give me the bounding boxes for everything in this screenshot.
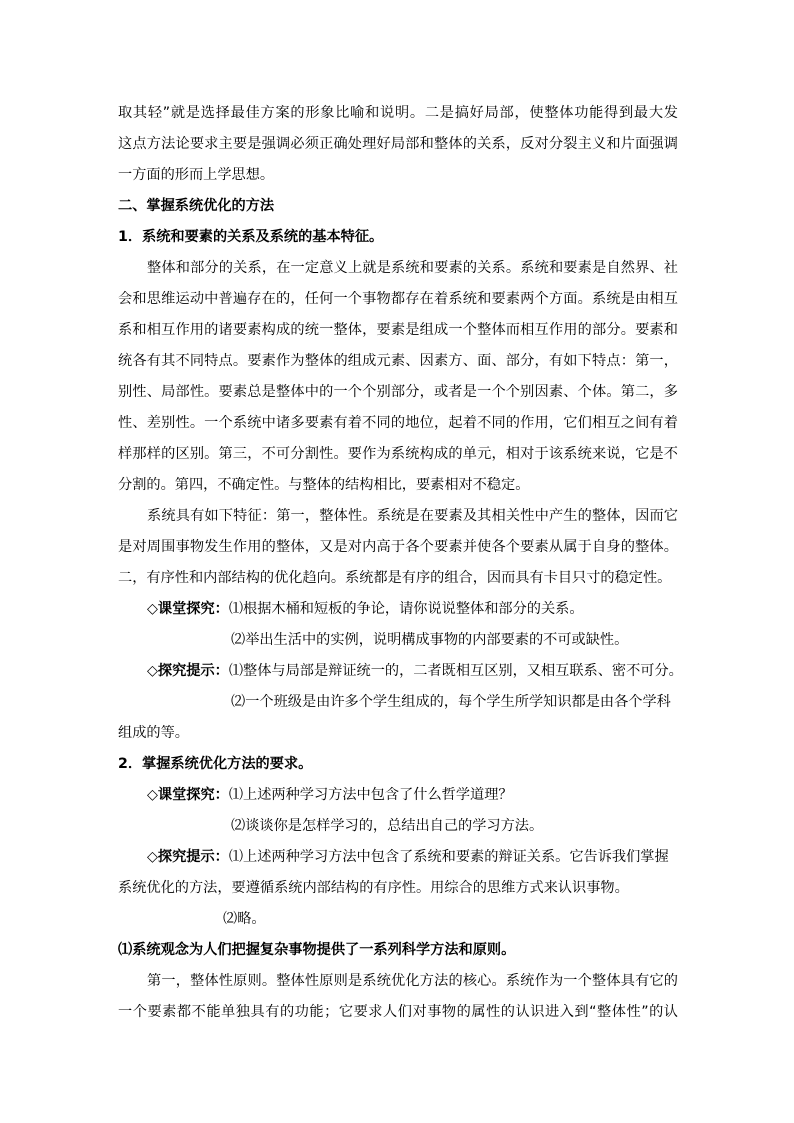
- inquiry-item: ⑵举出生活中的实例，说明構成事物的内部要素的不可或缺性。: [231, 632, 629, 648]
- subsection-heading: 1．系统和要素的关系及系统的基本特征。: [118, 229, 384, 245]
- section-heading: 二、掌握系统优化的方法: [118, 198, 275, 214]
- inquiry-label: ◇课堂探究：: [147, 601, 229, 617]
- inquiry-hint-2: [118, 842, 678, 873]
- inquiry-label: ◇课堂探究：: [147, 787, 229, 803]
- paragraph-line: 一方面的形而上学思想。: [118, 167, 275, 183]
- document-page: [118, 98, 683, 1028]
- inquiry-item: ⑴根据木桶和短板的争论，请你说说整体和部分的关系。: [228, 601, 584, 617]
- hint-item-continuation: 组成的等。: [118, 725, 189, 741]
- paragraph-line: 是对周围事物发生作用的整体，又是对内高于各个要素并使各个要素从属于自身的整体。: [118, 539, 678, 555]
- hint-item: ⑴上述两种学习方法中包含了系统和要素的辩证关系。它告诉我们掌握: [228, 849, 669, 865]
- hint-label: ◇探究提示：: [147, 663, 229, 679]
- paragraph-line: 二，有序性和内部结构的优化趋向。系统都是有序的组合，因而具有卡目只寸的稳定性。: [118, 570, 672, 586]
- hint-item: ⑴整体与局部是辩证统一的，二者既相互区别，又相互联系、密不可分。: [228, 663, 683, 679]
- subsection-heading: 2．掌握系统优化方法的要求。: [118, 756, 313, 772]
- paragraph-line: 第一，整体性原则。整体性原则是系统优化方法的核心。系统作为一个整体具有它的: [147, 973, 678, 989]
- classroom-inquiry-1: [118, 594, 678, 625]
- classroom-inquiry-2: [118, 780, 678, 811]
- hint-item-continuation: 系统优化的方法，要遵循系统内部结构的有序性。用综合的思维方式来认识事物。: [118, 880, 629, 896]
- hint-item: ⑵一个班级是由许多个学生组成的，每个学生所学知识都是由各个学科: [231, 694, 671, 710]
- paragraph-line: 取其轻”就是选择最佳方案的形象比喻和说明。二是搞好局部，使整体功能得到最大发: [118, 105, 678, 121]
- paragraph-line: 会和思维运动中普遍存在的，任何一个事物都存在着系统和要素两个方面。系统是由相互: [118, 291, 678, 307]
- paragraph-line: 一个要素都不能单独具有的功能；它要求人们对事物的属性的认识进入到“整体性”的认: [118, 1004, 678, 1020]
- paragraph-line: 整体和部分的关系，在一定意义上就是系统和要素的关系。系统和要素是自然界、社: [147, 260, 678, 276]
- paragraph-line: 这点方法论要求主要是强调必须正确处理好局部和整体的关系，反对分裂主义和片面强调: [118, 136, 678, 152]
- hint-label: ◇探究提示：: [147, 849, 229, 865]
- paragraph-line: 分割的。第四，不确定性。与整体的结构相比，要素相对不稳定。: [118, 477, 530, 493]
- paragraph-line: 性、差别性。一个系统中诸多要素有着不同的地位，起着不同的作用，它们相互之间有着: [118, 415, 678, 431]
- inquiry-item: ⑴上述两种学习方法中包含了什么哲学道理？: [228, 787, 513, 803]
- inquiry-item: ⑵谈谈你是怎样学习的，总结出自己的学习方法。: [231, 818, 544, 834]
- paragraph-line: 样那样的区别。第三，不可分割性。要作为系统构成的单元，相对于该系统来说，它是不: [118, 446, 678, 462]
- subsection-heading: ⑴系统观念为人们把握复杂事物提供了一系列科学方法和原则。: [118, 942, 516, 958]
- paragraph-line: 系统具有如下特征：第一，整体性。系统是在要素及其相关性中产生的整体，因而它: [147, 508, 678, 524]
- hint-item: ⑵略。: [223, 911, 266, 927]
- paragraph-line: 系和相互作用的诸要素构成的统一整体，要素是组成一个整体而相互作用的部分。要素和: [118, 322, 678, 338]
- inquiry-hint-1: [118, 656, 683, 687]
- paragraph-line: 统各有其不同特点。要素作为整体的组成元素、因素方、面、部分，有如下特点：第一，: [118, 353, 678, 369]
- paragraph-line: 别性、局部性。要素总是整体中的一个个别部分，或者是一个个别因素、个体。第二，多: [118, 384, 678, 400]
